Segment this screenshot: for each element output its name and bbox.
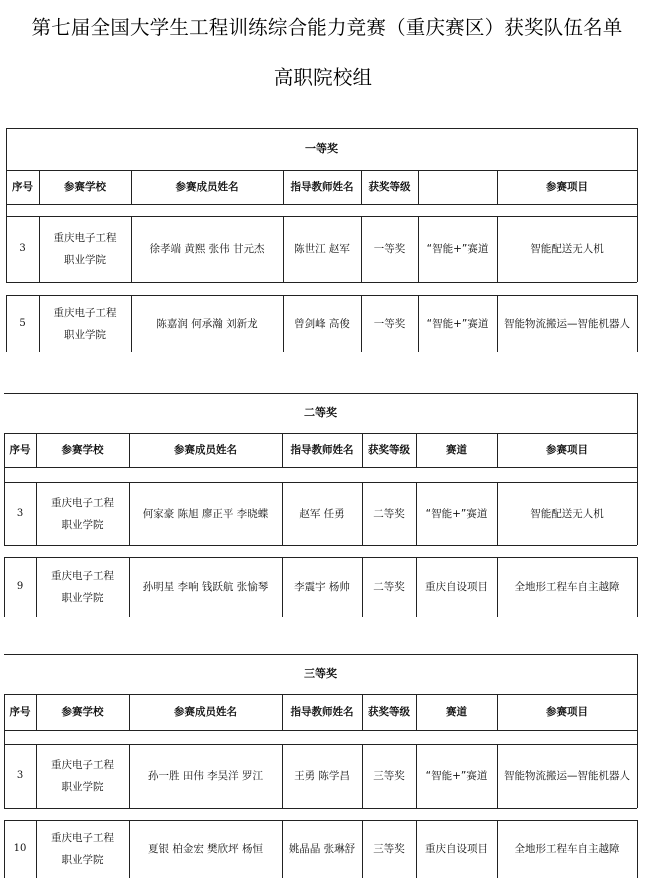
header-col-track: 赛道 xyxy=(446,444,467,456)
table-row-project: 智能配送无人机 xyxy=(530,507,604,520)
table-row-members: 何家豪 陈旭 廖正平 李晓蝶 xyxy=(142,507,269,520)
table-rule xyxy=(418,170,419,204)
header-col-award: 获奖等级 xyxy=(368,706,410,718)
table-rule xyxy=(4,467,5,482)
award-band-label: 二等奖 xyxy=(304,406,337,419)
table-row-track: “智能+”赛道 xyxy=(426,317,489,330)
page-subtitle: 高职院校组 xyxy=(273,66,373,89)
header-col-award: 获奖等级 xyxy=(368,181,411,193)
table-row-award: 三等奖 xyxy=(373,843,405,855)
header-col-index: 序号 xyxy=(9,706,31,718)
table-rule xyxy=(4,730,637,731)
table-rule xyxy=(4,730,5,744)
table-rule xyxy=(637,204,638,216)
table-row-school: 重庆电子工程职业学院 xyxy=(53,306,117,341)
table-row-school: 重庆电子工程职业学院 xyxy=(51,832,114,866)
table-rule xyxy=(6,204,637,205)
table-row-index: 10 xyxy=(13,843,27,854)
table-row-school: 重庆电子工程职业学院 xyxy=(51,759,114,793)
header-col-school: 参赛学校 xyxy=(64,181,106,193)
table-row-award: 一等奖 xyxy=(373,317,406,330)
header-col-members: 参赛成员姓名 xyxy=(174,706,237,718)
table-row-track: 重庆自设项目 xyxy=(425,843,488,855)
table-rule xyxy=(637,557,638,617)
table-rule xyxy=(637,295,638,352)
header-col-project: 参赛项目 xyxy=(546,706,588,718)
table-rule xyxy=(637,744,638,808)
table-rule xyxy=(4,467,637,468)
table-row-advisors: 赵军 任勇 xyxy=(299,507,345,520)
award-band-label: 三等奖 xyxy=(304,667,337,680)
table-rule xyxy=(637,820,638,878)
award-band-label: 一等奖 xyxy=(305,142,338,155)
header-col-advisors: 指导教师姓名 xyxy=(290,706,354,718)
header-col-index: 序号 xyxy=(9,444,31,456)
header-col-advisors: 指导教师姓名 xyxy=(290,181,354,193)
table-rule xyxy=(637,216,638,282)
table-row-advisors: 李震宇 杨帅 xyxy=(294,581,350,593)
table-row-project: 全地形工程车自主越障 xyxy=(514,843,620,855)
table-row-project: 智能物流搬运—智能机器人 xyxy=(504,770,630,782)
table-row-index: 3 xyxy=(16,770,24,781)
table-row-advisors: 王勇 陈学昌 xyxy=(294,770,350,782)
table-row-award: 二等奖 xyxy=(373,581,405,593)
table-row-award: 三等奖 xyxy=(373,770,405,782)
header-col-index: 序号 xyxy=(12,181,33,193)
table-rule xyxy=(4,545,637,546)
table-row-track: “智能+”赛道 xyxy=(425,770,488,782)
table-row-project: 智能配送无人机 xyxy=(530,243,604,255)
page-title: 第七届全国大学生工程训练综合能力竞赛（重庆赛区）获奖队伍名单 xyxy=(31,16,623,39)
table-row-school: 重庆电子工程职业学院 xyxy=(53,232,117,266)
table-row-members: 陈嘉润 何承瀚 刘新龙 xyxy=(156,317,258,330)
table-rule xyxy=(637,128,638,204)
table-rule xyxy=(637,654,638,730)
table-rule xyxy=(637,730,638,744)
table-row-project: 智能物流搬运—智能机器人 xyxy=(504,317,630,330)
header-col-members: 参赛成员姓名 xyxy=(175,181,239,193)
table-row-members: 夏银 柏金宏 樊欣坪 杨恒 xyxy=(147,843,263,855)
header-col-school: 参赛学校 xyxy=(61,706,104,718)
table-row-index: 3 xyxy=(16,507,24,519)
table-row-track: 重庆自设项目 xyxy=(425,581,488,593)
header-col-members: 参赛成员姓名 xyxy=(174,444,237,456)
table-row-project: 全地形工程车自主越障 xyxy=(514,581,620,593)
table-row-index: 3 xyxy=(19,243,26,254)
table-row-index: 5 xyxy=(19,317,26,329)
table-row-advisors: 曾剑峰 高俊 xyxy=(294,317,350,330)
table-row-members: 徐孝端 黄熙 张伟 甘元杰 xyxy=(149,243,265,255)
header-col-project: 参赛项目 xyxy=(546,181,588,193)
table-rule xyxy=(6,204,7,216)
table-row-advisors: 陈世江 赵军 xyxy=(294,243,350,255)
table-rule xyxy=(6,282,637,283)
header-col-award: 获奖等级 xyxy=(368,444,410,456)
table-row-track: “智能+”赛道 xyxy=(425,507,488,520)
table-row-award: 一等奖 xyxy=(373,243,406,255)
table-row-members: 孙一胜 田伟 李昊洋 罗江 xyxy=(147,770,263,782)
table-rule xyxy=(637,393,638,467)
header-col-advisors: 指导教师姓名 xyxy=(290,444,354,456)
table-rule xyxy=(637,467,638,482)
table-row-index: 9 xyxy=(16,581,24,592)
header-col-track: 赛道 xyxy=(446,706,467,718)
table-rule xyxy=(4,808,637,809)
header-col-project: 参赛项目 xyxy=(546,444,588,456)
table-row-members: 孙明星 李响 钱跃航 张愉琴 xyxy=(142,581,269,593)
table-row-school: 重庆电子工程职业学院 xyxy=(51,570,114,604)
header-col-school: 参赛学校 xyxy=(61,444,104,456)
table-row-advisors: 姚晶晶 张琳舒 xyxy=(288,843,356,855)
table-row-award: 二等奖 xyxy=(373,507,405,520)
table-rule xyxy=(637,482,638,545)
table-row-track: “智能+”赛道 xyxy=(426,243,489,255)
table-row-school: 重庆电子工程职业学院 xyxy=(51,496,114,531)
